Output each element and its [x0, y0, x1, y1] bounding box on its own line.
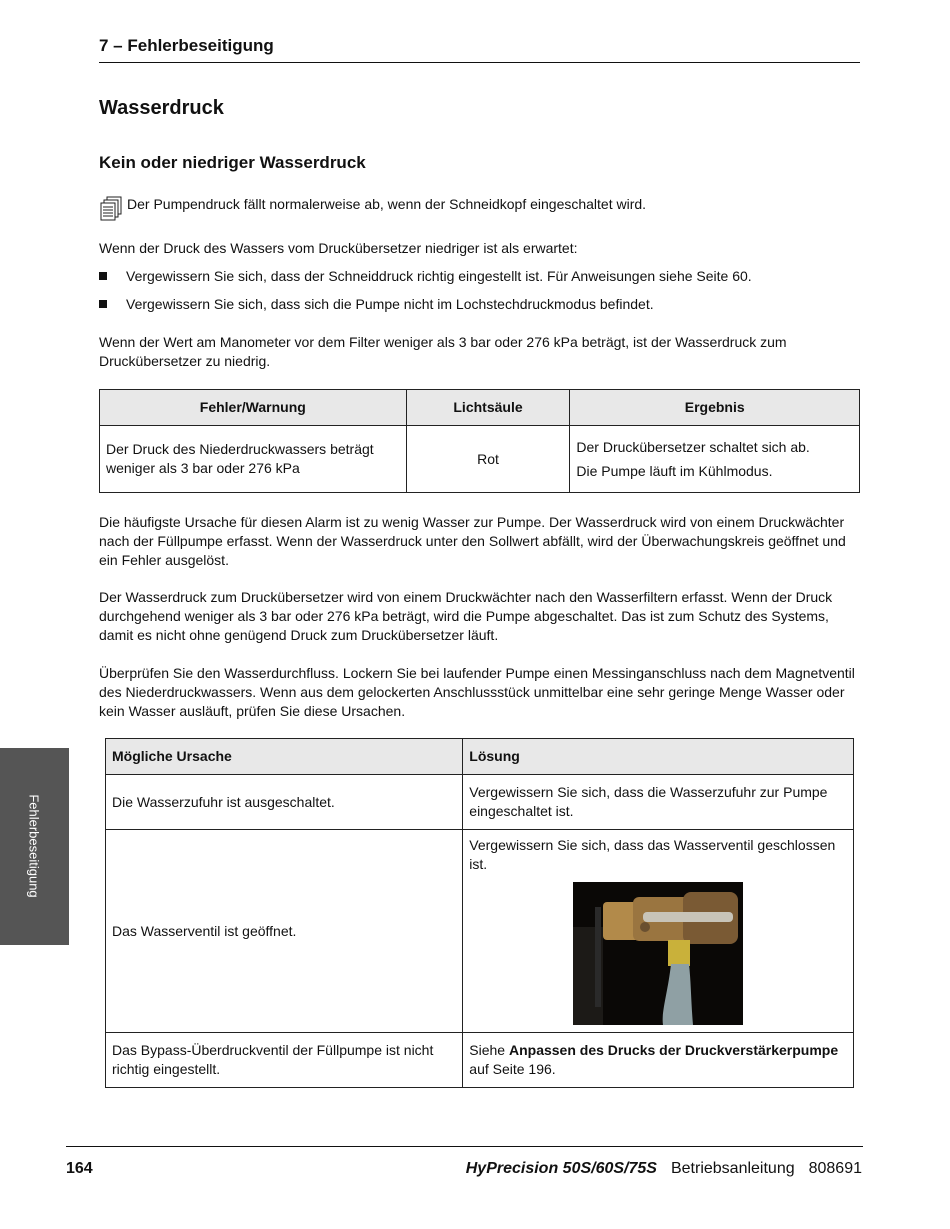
paragraph: Der Wasserdruck zum Druckübersetzer wird von einem Druckwächter nach den Wasserfiltern erfasst. Wenn der Druck durchgehend weniger als 3 bar oder 276 kPa beträgt, wird die Pumpe abgeschaltet. Das ist zum Schutz des Systems, damit es nicht ohne genügend Druck zum Druckübersetzer läuft.: [99, 589, 833, 643]
fault-cell: Der Druck des Niederdruckwassers beträgt weniger als 3 bar oder 276 kPa: [100, 426, 407, 493]
solution-cell: Siehe Anpassen des Drucks der Druckverstärkerpumpe auf Seite 196.: [463, 1033, 854, 1088]
bullet-square-icon: [99, 272, 107, 280]
side-chapter-tab: Fehlerbeseitigung: [0, 748, 69, 945]
page-number: 164: [66, 1160, 93, 1177]
paragraph: Die häufigste Ursache für diesen Alarm ist zu wenig Wasser zur Pumpe. Der Wasserdruck wird von einem Druckwächter nach der Füllpumpe erfasst. Wenn der Wasserdruck unter den Sollwert abfällt, wird der Überwachungskreis geöffnet und ein Fehler ausgelöst.: [99, 514, 846, 568]
header-solution: Lösung: [463, 739, 854, 775]
fault-table: [99, 389, 860, 493]
note-pages-icon: [99, 196, 123, 224]
result-line: Der Druckübersetzer schaltet sich ab.: [576, 438, 810, 455]
bullet-item: Vergewissern Sie sich, dass der Schneiddruck richtig eingestellt ist. Für Anweisungen siehe Seite 60.: [99, 267, 752, 286]
table-row: [106, 775, 854, 830]
product-name: HyPrecision 50S/60S/75S: [465, 1160, 657, 1177]
table-header-row: [100, 390, 860, 426]
header-light: Lichtsäule: [406, 390, 570, 426]
section-title: Wasserdruck: [99, 97, 224, 119]
footer-rule: [66, 1146, 863, 1147]
footer-info: [466, 1160, 862, 1178]
header-cause: Mögliche Ursache: [106, 739, 463, 775]
table-row: [106, 830, 854, 1033]
cross-reference-link[interactable]: Anpassen des Drucks der Druckverstärkerpumpe: [508, 1042, 839, 1058]
bullet-square-icon: [99, 300, 107, 308]
paragraph-manometer: Wenn der Wert am Manometer vor dem Filter weniger als 3 bar oder 276 kPa beträgt, ist der Wasserdruck zum Druckübersetzer zu niedrig.: [99, 334, 787, 369]
bullet-item: Vergewissern Sie sich, dass sich die Pumpe nicht im Lochstechdruckmodus befindet.: [99, 295, 654, 314]
table-header-row: [106, 739, 854, 775]
doc-number: 808691: [808, 1160, 862, 1177]
solution-text: Vergewissern Sie sich, dass das Wasserventil geschlossen ist.: [469, 837, 836, 872]
subsection-title: Kein oder niedriger Wasserdruck: [99, 153, 366, 172]
result-cell: [570, 426, 860, 493]
cause-table: [105, 738, 854, 1088]
chapter-title: 7 – Fehlerbeseitigung: [99, 36, 274, 55]
header-result: Ergebnis: [570, 390, 860, 426]
intro-text: Wenn der Druck des Wassers vom Druckübersetzer niedriger ist als erwartet:: [99, 240, 578, 256]
result-line: Die Pumpe läuft im Kühlmodus.: [576, 462, 773, 479]
cause-cell: Das Bypass-Überdruckventil der Füllpumpe ist nicht richtig eingestellt.: [106, 1033, 463, 1088]
header-fault: Fehler/Warnung: [100, 390, 407, 426]
table-row: [100, 426, 860, 493]
light-cell: Rot: [406, 426, 570, 493]
table-row: [106, 1033, 854, 1088]
note-text: Der Pumpendruck fällt normalerweise ab, wenn der Schneidkopf eingeschaltet wird.: [127, 196, 647, 212]
solution-cell: [463, 830, 854, 1033]
cause-cell: Das Wasserventil ist geöffnet.: [106, 830, 463, 1033]
doc-type: Betriebsanleitung: [670, 1160, 795, 1177]
paragraph: Überprüfen Sie den Wasserdurchfluss. Lockern Sie bei laufender Pumpe einen Messinganschluss nach dem Magnetventil des Niederdruckwassers. Wenn aus dem gelockerten Anschlussstück unmittelbar eine sehr geringe Menge Wasser oder kein Wasser ausläuft, prüfen Sie diese Ursachen.: [99, 665, 855, 719]
cause-cell: Die Wasserzufuhr ist ausgeschaltet.: [106, 775, 463, 830]
header-rule: [99, 62, 860, 63]
water-valve-photo: [573, 882, 743, 1025]
solution-cell: Vergewissern Sie sich, dass die Wasserzufuhr zur Pumpe eingeschaltet ist.: [463, 775, 854, 830]
